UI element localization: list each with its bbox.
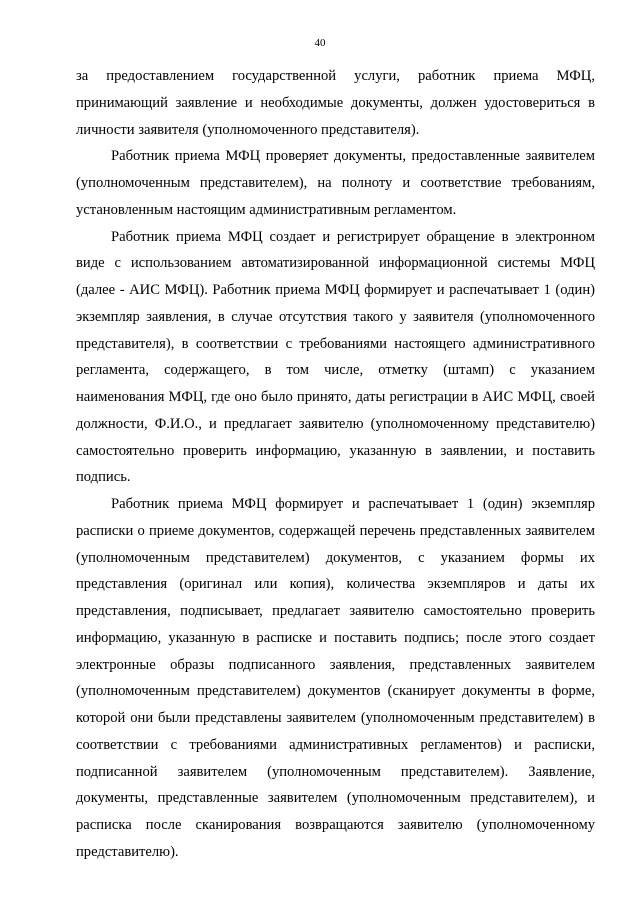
paragraph-receipt: Работник приема МФЦ формирует и распечатывает 1 (один) экземпляр расписки о приеме документов, содержащей перечень представленных заявителем (уполномоченным представителем) документов, с указанием формы их представления (оригинал или копия), количества экземпляров и даты их представления, подписывает, предлагает заявителю самостоятельно проверить информацию, указанную в расписке и поставить подпись; после этого создает электронные образы подписанного заявления, представленных заявителем (уполномоченным представителем) документов (сканирует документы в форме, которой они были представлены заявителем (уполномоченным представителем) в соответствии с требованиями административных регламентов) и расписки, подписанной заявителем (уполномоченным представителем). Заявление, документы, представленные заявителем (уполномоченным представителем), и расписка после сканирования возвращаются заявителю (уполномоченному представителю). [76, 496, 595, 860]
body-text [76, 63, 595, 866]
paragraph-document-check: Работник приема МФЦ проверяет документы, предоставленные заявителем (уполномоченным представителем), на полноту и соответствие требованиям, установленным настоящим административным регламентом. [76, 148, 595, 218]
paragraph-registration: Работник приема МФЦ создает и регистрирует обращение в электронном виде с использованием автоматизированной информационной системы МФЦ (далее - АИС МФЦ). Работник приема МФЦ формирует и распечатывает 1 (один) экземпляр заявления, в случае отсутствия такого у заявителя (уполномоченного представителя), в соответствии с требованиями настоящего административного регламента, содержащего, в том числе, отметку (штамп) с указанием наименования МФЦ, где оно было принято, даты регистрации в АИС МФЦ, своей должности, Ф.И.О., и предлагает заявителю (уполномоченному представителю) самостоятельно проверить информацию, указанную в заявлении, и поставить подпись. [76, 228, 595, 486]
page-number: 40 [314, 37, 326, 49]
paragraph-continuation: за предоставлением государственной услуги, работник приема МФЦ, принимающий заявление и необходимые документы, должен удостовериться в личности заявителя (уполномоченного представителя). [76, 68, 595, 138]
